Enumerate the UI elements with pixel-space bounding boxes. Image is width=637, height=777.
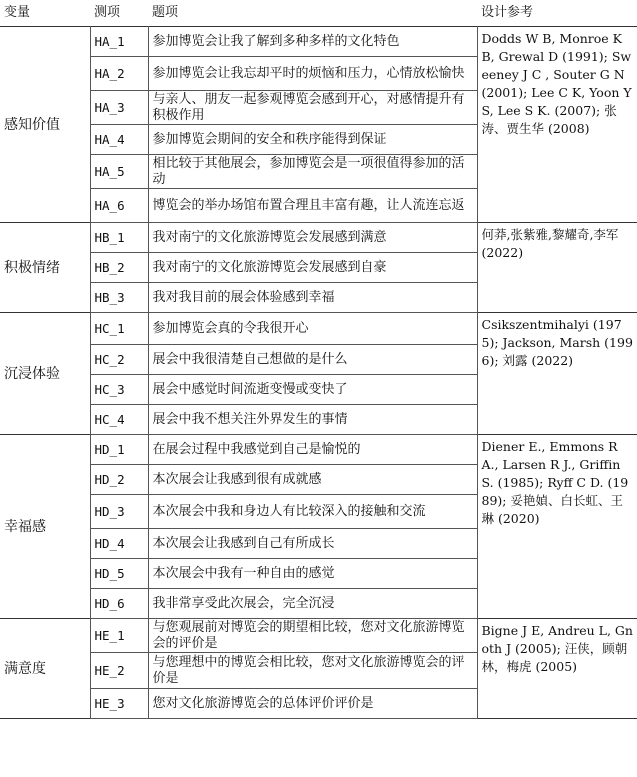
header-reference: 设计参考: [481, 5, 534, 20]
table-header-row: [0, 0, 637, 27]
item-code-cell: HE_2: [90, 653, 148, 689]
item-code-cell: HD_4: [90, 529, 148, 559]
variable-cell: 积极情绪: [0, 223, 90, 313]
item-text-cell: 本次展会让我感到很有成就感: [148, 465, 477, 495]
table-row: [0, 27, 637, 57]
item-code-cell: HB_1: [90, 223, 148, 253]
item-code-cell: HC_2: [90, 345, 148, 375]
item-text-cell: 与亲人、朋友一起参观博览会感到开心，对感情提升有积极作用: [148, 91, 477, 125]
item-code-cell: HD_1: [90, 435, 148, 465]
item-text-cell: 博览会的举办场馆布置合理且丰富有趣，让人流连忘返: [148, 189, 477, 223]
item-text-cell: 与您观展前对博览会的期望相比较，您对文化旅游博览会的评价是: [148, 619, 477, 653]
reference-cell: Bigne J E, Andreu L, Gnoth J (2005); 汪侠，顾朝林，梅虎 (2005): [481, 623, 633, 674]
item-code-cell: HA_2: [90, 57, 148, 91]
item-code-cell: HD_3: [90, 495, 148, 529]
item-code-cell: HC_4: [90, 405, 148, 435]
table-row: [0, 313, 637, 345]
item-text-cell: 相比较于其他展会，参加博览会是一项很值得参加的活动: [148, 155, 477, 189]
item-text-cell: 我对南宁的文化旅游博览会发展感到满意: [148, 223, 477, 253]
header-variable: 变量: [4, 5, 31, 20]
item-text-cell: 您对文化旅游博览会的总体评价评价是: [148, 689, 477, 719]
variable-cell: 幸福感: [0, 435, 90, 619]
item-text-cell: 我对我目前的展会体验感到幸福: [148, 283, 477, 313]
item-text-cell: 本次展会让我感到自己有所成长: [148, 529, 477, 559]
item-text-cell: 我对南宁的文化旅游博览会发展感到自豪: [148, 253, 477, 283]
item-text-cell: 展会中我很清楚自己想做的是什么: [148, 345, 477, 375]
reference-cell: Diener E., Emmons R A., Larsen R J., Griffin S. (1985); Ryff C D. (1989); 妥艳媜、白长虹、王琳 (2020): [481, 439, 629, 526]
item-code-cell: HB_2: [90, 253, 148, 283]
item-code-cell: HD_2: [90, 465, 148, 495]
variable-cell: 满意度: [0, 619, 90, 719]
header-code: 测项: [94, 5, 121, 20]
table-row: [0, 619, 637, 653]
item-code-cell: HB_3: [90, 283, 148, 313]
item-text-cell: 我非常享受此次展会，完全沉浸: [148, 589, 477, 619]
item-code-cell: HA_6: [90, 189, 148, 223]
table-row: [0, 435, 637, 465]
item-text-cell: 在展会过程中我感觉到自己是愉悦的: [148, 435, 477, 465]
reference-cell: Dodds W B, Monroe K B, Grewal D (1991); Sweeney J C , Souter G N (2001); Lee C K, Yoon Y S, Lee S K. (2007); 张涛、贾生华 (2008): [481, 31, 632, 136]
variable-cell: 沉浸体验: [0, 313, 90, 435]
item-code-cell: HD_6: [90, 589, 148, 619]
item-text-cell: 本次展会中我和身边人有比较深入的接触和交流: [148, 495, 477, 529]
table-row: [0, 223, 637, 253]
item-code-cell: HC_3: [90, 375, 148, 405]
item-text-cell: 本次展会中我有一种自由的感觉: [148, 559, 477, 589]
header-item: 题项: [152, 5, 179, 20]
item-text-cell: 参加博览会让我忘却平时的烦恼和压力，心情放松愉快: [148, 57, 477, 91]
reference-cell: Csikszentmihalyi (1975); Jackson, Marsh (1996); 刘露 (2022): [481, 317, 633, 368]
reference-cell: 何莽,张紫雅,黎耀奇,李军 (2022): [481, 227, 619, 260]
item-text-cell: 参加博览会让我了解到多种多样的文化特色: [148, 27, 477, 57]
item-text-cell: 与您理想中的博览会相比较，您对文化旅游博览会的评价是: [148, 653, 477, 689]
item-code-cell: HD_5: [90, 559, 148, 589]
item-text-cell: 展会中感觉时间流逝变慢或变快了: [148, 375, 477, 405]
item-code-cell: HA_3: [90, 91, 148, 125]
item-code-cell: HA_5: [90, 155, 148, 189]
item-code-cell: HE_3: [90, 689, 148, 719]
item-text-cell: 参加博览会真的令我很开心: [148, 313, 477, 345]
variable-cell: 感知价值: [0, 27, 90, 223]
item-text-cell: 展会中我不想关注外界发生的事情: [148, 405, 477, 435]
item-code-cell: HE_1: [90, 619, 148, 653]
item-code-cell: HC_1: [90, 313, 148, 345]
item-text-cell: 参加博览会期间的安全和秩序能得到保证: [148, 125, 477, 155]
item-code-cell: HA_4: [90, 125, 148, 155]
item-code-cell: HA_1: [90, 27, 148, 57]
